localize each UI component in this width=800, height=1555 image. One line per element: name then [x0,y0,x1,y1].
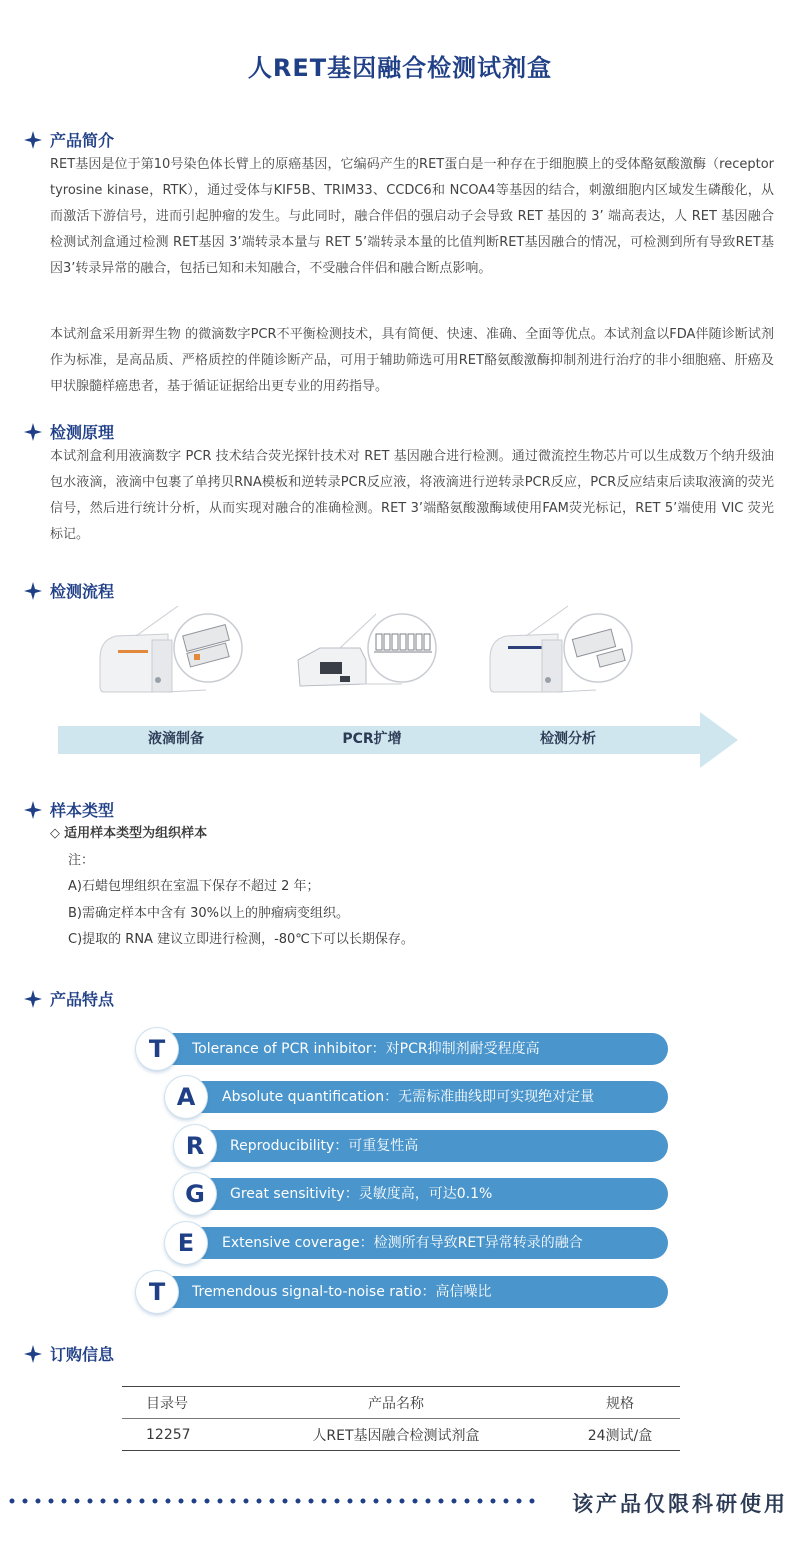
feature-letter-badge: E [165,1222,207,1264]
section-title: 产品特点 [50,990,115,1009]
cell-catalog-number: 12257 [122,1419,232,1451]
column-header-spec: 规格 [560,1387,680,1419]
sparkle-icon [24,582,42,600]
feature-letter-badge: T [136,1028,178,1070]
feature-bar-sensitivity: Great sensitivity：灵敏度高，可达0.1% [176,1178,668,1210]
table-header-row [122,1387,680,1419]
feature-letter-badge: G [174,1173,216,1215]
process-step-analysis: 检测分析 [540,731,596,747]
intro-paragraph-1: RET基因是位于第10号染色体长臂上的原癌基因，它编码产生的RET蛋白是一种存在于细胞膜上的受体酪氨酸激酶（receptor tyrosine kinase，RTK），通过受体与KIF5B、TRIM33、CCDC6和 NCOA4等基因的结合，刺激细胞内区域发生磷酸化，从而激活下游信号，进而引起肿瘤的发生。与此同时，融合伴侣的强启动子会导致 RET 基因的 3’ 端高表达，人 RET 基因融合检测试剂盒通过检测 RET基因 3’端转录本量与 RET 5’端转录本量的比值判断RET基因融合的情况，可检测到所有导致RET基因3’转录异常的融合，包括已知和未知融合，不受融合伴侣和融合断点影响。 [50,157,774,276]
reader-instrument-illustration [486,600,636,696]
sparkle-icon [24,1345,42,1363]
process-step-pcr: PCR扩增 [342,731,402,747]
section-title: 检测原理 [50,423,115,442]
sample-note-a: A)石蜡包埋组织在室温下保存不超过 2 年； [68,879,320,894]
sparkle-icon [24,131,42,149]
droplet-generator-illustration [96,600,246,696]
diamond-icon: ◇ [50,826,65,841]
feature-letter-badge: A [165,1076,207,1118]
section-header-features [24,987,114,1010]
footer-dotted-line [8,1493,548,1509]
feature-bar-reproducibility: Reproducibility：可重复性高 [176,1130,668,1162]
intro-paragraph-2: 本试剂盒采用新羿生物 的微滴数字PCR不平衡检测技术，具有简便、快速、准确、全面等优点。本试剂盒以FDA伴随诊断试剂作为标准，是高品质、严格质控的伴随诊断产品，可用于辅助筛选可用RET酪氨酸激酶抑制剂进行治疗的非小细胞癌、肝癌及甲状腺髓样癌患者，基于循证证据给出更专业的用药指导。 [50,327,774,394]
process-step-droplet: 液滴制备 [148,731,204,747]
section-title: 订购信息 [50,1345,115,1364]
section-header-order [24,1342,114,1365]
cell-spec: 24测试/盒 [560,1419,680,1451]
feature-letter-badge: T [136,1271,178,1313]
principle-paragraph: 本试剂盒利用液滴数字 PCR 技术结合荧光探针技术对 RET 基因融合进行检测。通过微流控生物芯片可以生成数万个纳升级油包水液滴，液滴中包裹了单拷贝RNA模板和逆转录PCR反应液，将液滴进行逆转录PCR反应，PCR反应结束后读取液滴的荧光信号，然后进行统计分析，从而实现对融合的准确检测。RET 3’端酪氨酸激酶域使用FAM荧光标记，RET 5’端使用 VIC 荧光标记。 [50,449,774,542]
sample-note-b: B)需确定样本中含有 30%以上的肿瘤病变组织。 [68,906,350,921]
section-header-principle [24,420,114,443]
research-use-only-notice: 该产品仅限科研使用 [572,1492,788,1516]
sample-type-item: ◇ 适用样本类型为组织样本 [50,826,208,841]
section-title: 样本类型 [50,801,115,820]
sparkle-icon [24,990,42,1008]
pcr-instrument-illustration [290,604,440,696]
section-title: 检测流程 [50,582,115,601]
feature-bar-signal-noise: Tremendous signal-to-noise ratio：高信噪比 [138,1276,668,1308]
feature-bar-coverage: Extensive coverage：检测所有导致RET异常转录的融合 [168,1227,668,1259]
feature-bar-tolerance: Tolerance of PCR inhibitor：对PCR抑制剂耐受程度高 [138,1033,668,1065]
section-header-sample [24,798,114,821]
column-header-product: 产品名称 [232,1387,560,1419]
cell-product-name: 人RET基因融合检测试剂盒 [232,1419,560,1451]
sparkle-icon [24,423,42,441]
section-header-process [24,579,114,602]
sample-note-label: 注： [68,853,95,868]
section-header-intro [24,128,114,151]
feature-bar-absolute: Absolute quantification：无需标准曲线即可实现绝对定量 [168,1081,668,1113]
page-title: 人RET基因融合检测试剂盒 [247,54,553,82]
section-title: 产品简介 [50,131,115,150]
table-row [122,1419,680,1451]
column-header-catalog: 目录号 [122,1387,232,1419]
process-diagram [56,600,746,770]
feature-letter-badge: R [174,1125,216,1167]
order-table [122,1386,680,1451]
sparkle-icon [24,801,42,819]
sample-note-c: C)提取的 RNA 建议立即进行检测，-80℃下可以长期保存。 [68,932,414,947]
